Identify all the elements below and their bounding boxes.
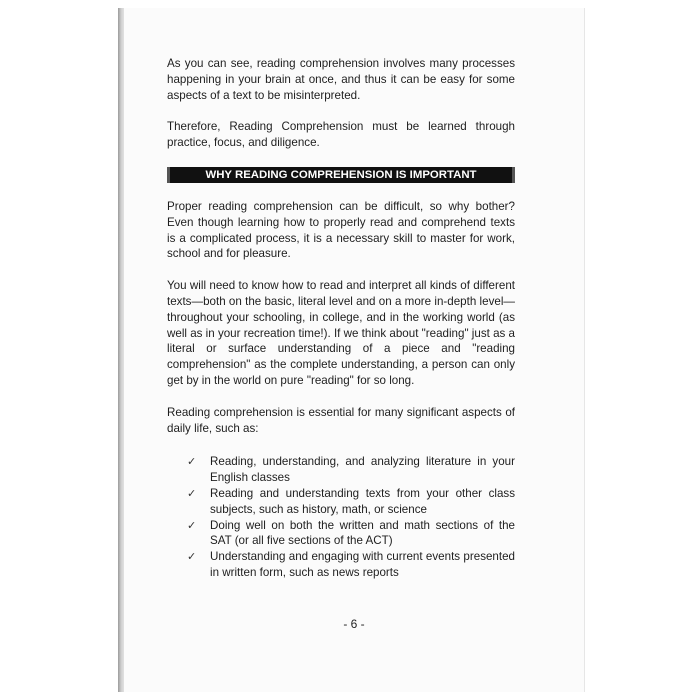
list-item-text: Reading and understanding texts from your other class subjects, such as history, math, or science	[210, 486, 515, 516]
checkmark-icon: ✓	[187, 455, 197, 469]
section-paragraph-1: Proper reading comprehension can be difficult, so why bother? Even though learning how to properly read and comprehend texts is a complicated process, it is a necessary skill to master for work, school and for pleasure.	[167, 199, 515, 261]
list-item	[185, 549, 515, 581]
list-item-text: Understanding and engaging with current events presented in written form, such as news reports	[210, 550, 515, 579]
checkmark-icon: ✓	[187, 486, 197, 500]
checkmark-icon: ✓	[187, 550, 197, 564]
section-heading: WHY READING COMPREHENSION IS IMPORTANT	[167, 167, 515, 183]
bullet-list	[185, 454, 515, 580]
section-paragraph-2: You will need to know how to read and interpret all kinds of different texts—both on the basic, literal level and on a more in-depth level—throughout your schooling, in college, and in the working world (as well as in your recreation time!). If we think about "reading" just as a literal or surface understanding of a piece and "reading comprehension" as the complete understanding, a person can only get by in the world on pure "reading" for so long.	[167, 279, 515, 387]
list-item	[185, 518, 515, 550]
page-number: - 6 -	[343, 617, 365, 631]
list-item	[185, 486, 515, 518]
list-item-text: Reading, understanding, and analyzing literature in your English classes	[210, 455, 515, 485]
checkmark-icon: ✓	[187, 518, 197, 532]
list-item	[185, 454, 515, 486]
book-page	[124, 8, 585, 692]
section-paragraph-3: Reading comprehension is essential for many significant aspects of daily life, such as:	[167, 405, 515, 435]
intro-paragraph-2: Therefore, Reading Comprehension must be learned through practice, focus, and diligence.	[167, 120, 515, 150]
intro-paragraph-1: As you can see, reading comprehension involves many processes happening in your brain at once, and thus it can be easy for some aspects of a text to be misinterpreted.	[167, 57, 515, 102]
list-item-text: Doing well on both the written and math sections of the SAT (or all five sections of the ACT)	[210, 518, 515, 548]
page-content	[167, 56, 515, 581]
